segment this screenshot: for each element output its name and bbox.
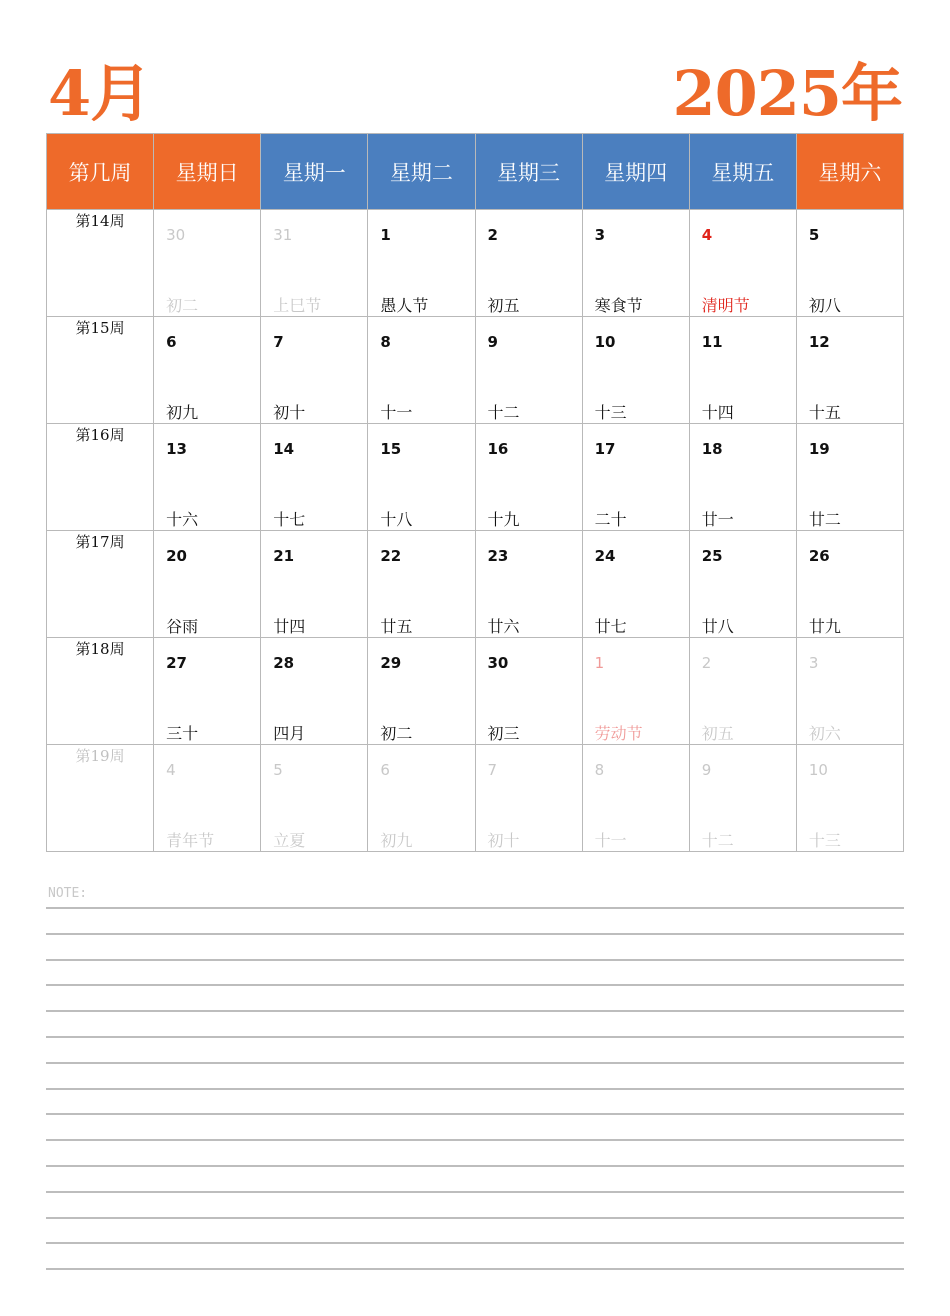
day-number: 9 (701, 761, 712, 779)
lunar-date: 十八 (380, 510, 413, 529)
day-number: 9 (487, 333, 498, 351)
lunar-date: 廿七 (594, 617, 627, 636)
week-row (47, 745, 904, 852)
lunar-date: 二十 (594, 510, 627, 529)
note-rule-line (46, 1139, 904, 1141)
lunar-date: 三十 (166, 724, 199, 743)
day-cell[interactable] (261, 638, 368, 745)
note-rule-line (46, 984, 904, 986)
day-number: 28 (273, 654, 295, 672)
lunar-date: 清明节 (701, 296, 750, 315)
day-number: 3 (594, 226, 606, 244)
note-rule-line (46, 1113, 904, 1115)
day-cell[interactable] (582, 424, 689, 531)
day-number: 19 (808, 440, 830, 458)
day-number: 17 (594, 440, 616, 458)
day-cell[interactable] (154, 210, 261, 317)
day-cell[interactable] (475, 317, 582, 424)
day-number: 12 (808, 333, 830, 351)
lunar-date: 十九 (487, 510, 520, 529)
lunar-date: 廿二 (808, 510, 841, 529)
day-number: 7 (487, 761, 498, 779)
day-number: 1 (380, 226, 391, 244)
day-cell[interactable] (689, 745, 796, 852)
note-label: NOTE: (48, 886, 88, 901)
day-number: 4 (166, 761, 176, 779)
day-number: 31 (273, 226, 293, 244)
day-number: 4 (701, 226, 713, 244)
day-number: 8 (594, 761, 605, 779)
day-cell[interactable] (368, 745, 475, 852)
note-rule-line (46, 907, 904, 909)
note-rule-line (46, 1088, 904, 1090)
day-cell[interactable] (475, 745, 582, 852)
day-cell[interactable] (261, 424, 368, 531)
day-number: 15 (380, 440, 402, 458)
lunar-date: 初二 (380, 724, 413, 743)
lunar-date: 初十 (487, 831, 520, 850)
day-cell[interactable] (368, 210, 475, 317)
note-rule-line (46, 1036, 904, 1038)
day-cell[interactable] (261, 317, 368, 424)
day-cell[interactable] (154, 424, 261, 531)
day-number: 16 (487, 440, 509, 458)
weekday-header-row (47, 134, 904, 210)
note-rule-line (46, 1062, 904, 1064)
day-cell[interactable] (475, 424, 582, 531)
lunar-date: 初八 (808, 296, 841, 315)
lunar-date: 初九 (380, 831, 413, 850)
lunar-date: 十二 (701, 831, 734, 850)
day-cell[interactable] (582, 745, 689, 852)
lunar-date: 十三 (808, 831, 841, 850)
note-rule-line (46, 933, 904, 935)
note-rule-line (46, 1268, 904, 1270)
day-cell[interactable] (261, 745, 368, 852)
header-sunday: 星期日 (154, 134, 261, 210)
day-number: 11 (701, 333, 723, 351)
week-row (47, 317, 904, 424)
header-saturday: 星期六 (796, 134, 903, 210)
header-wednesday: 星期三 (475, 134, 582, 210)
day-cell[interactable] (689, 424, 796, 531)
day-cell[interactable] (796, 638, 903, 745)
lunar-date: 寒食节 (594, 296, 643, 315)
day-number: 30 (487, 654, 509, 672)
lunar-date: 初九 (166, 403, 199, 422)
day-number: 21 (273, 547, 295, 565)
year-title: 2025年 (672, 57, 902, 130)
day-number: 25 (701, 547, 723, 565)
note-rule-line (46, 1010, 904, 1012)
lunar-date: 谷雨 (166, 617, 199, 636)
day-cell[interactable] (689, 210, 796, 317)
lunar-date: 十一 (594, 831, 627, 850)
day-cell[interactable] (689, 317, 796, 424)
day-number: 1 (594, 654, 605, 672)
week-row (47, 210, 904, 317)
lunar-date: 廿四 (273, 617, 306, 636)
header-thursday: 星期四 (582, 134, 689, 210)
week-number-cell: 第18周 (47, 638, 154, 745)
day-number: 2 (487, 226, 498, 244)
lunar-date: 十五 (808, 403, 841, 422)
lunar-date: 上巳节 (273, 296, 322, 315)
lunar-date: 廿六 (487, 617, 520, 636)
day-cell[interactable] (368, 531, 475, 638)
day-cell[interactable] (796, 424, 903, 531)
day-number: 22 (380, 547, 402, 565)
day-cell[interactable] (154, 638, 261, 745)
lunar-date: 十六 (166, 510, 199, 529)
lunar-date: 劳动节 (594, 724, 643, 743)
day-cell[interactable] (582, 638, 689, 745)
note-rule-line (46, 959, 904, 961)
lunar-date: 十一 (380, 403, 413, 422)
day-cell[interactable] (475, 638, 582, 745)
lunar-date: 廿九 (808, 617, 841, 636)
day-cell[interactable] (796, 317, 903, 424)
day-number: 29 (380, 654, 402, 672)
day-cell[interactable] (154, 745, 261, 852)
week-row (47, 424, 904, 531)
day-number: 10 (808, 761, 828, 779)
day-number: 27 (166, 654, 187, 672)
day-number: 13 (166, 440, 187, 458)
lunar-date: 初六 (808, 724, 841, 743)
day-cell[interactable] (475, 531, 582, 638)
day-number: 26 (808, 547, 830, 565)
lunar-date: 十四 (701, 403, 734, 422)
day-cell[interactable] (689, 638, 796, 745)
day-cell[interactable] (582, 531, 689, 638)
day-number: 7 (273, 333, 284, 351)
day-cell[interactable] (261, 210, 368, 317)
lunar-date: 十三 (594, 403, 627, 422)
day-number: 23 (487, 547, 509, 565)
week-number-cell: 第17周 (47, 531, 154, 638)
lunar-date: 初三 (487, 724, 520, 743)
header-monday: 星期一 (261, 134, 368, 210)
day-number: 20 (166, 547, 187, 565)
week-row (47, 531, 904, 638)
day-number: 2 (701, 654, 712, 672)
lunar-date: 廿五 (380, 617, 413, 636)
day-number: 5 (273, 761, 283, 779)
day-number: 10 (594, 333, 616, 351)
day-cell[interactable] (582, 210, 689, 317)
lunar-date: 愚人节 (380, 296, 429, 315)
day-number: 24 (594, 547, 616, 565)
header-tuesday: 星期二 (368, 134, 475, 210)
week-number-cell: 第19周 (47, 745, 154, 852)
week-number-cell: 第16周 (47, 424, 154, 531)
month-title: 4月 (48, 57, 152, 130)
lunar-date: 初二 (166, 296, 199, 315)
day-number: 8 (380, 333, 391, 351)
week-row (47, 638, 904, 745)
header-friday: 星期五 (689, 134, 796, 210)
day-number: 6 (166, 333, 177, 351)
note-rule-line (46, 1191, 904, 1193)
lunar-date: 十二 (487, 403, 520, 422)
lunar-date: 四月 (273, 724, 306, 743)
day-number: 6 (380, 761, 390, 779)
week-number-cell: 第15周 (47, 317, 154, 424)
day-cell[interactable] (796, 531, 903, 638)
day-number: 14 (273, 440, 295, 458)
calendar-grid (46, 133, 904, 852)
day-cell[interactable] (154, 317, 261, 424)
day-number: 18 (701, 440, 723, 458)
lunar-date: 立夏 (273, 831, 306, 850)
header-week-number: 第几周 (47, 134, 154, 210)
note-rule-line (46, 1242, 904, 1244)
day-cell[interactable] (689, 531, 796, 638)
lunar-date: 廿八 (701, 617, 734, 636)
lunar-date: 十七 (273, 510, 306, 529)
day-number: 5 (808, 226, 820, 244)
day-number: 30 (166, 226, 186, 244)
day-cell[interactable] (796, 210, 903, 317)
day-number: 3 (808, 654, 819, 672)
lunar-date: 初五 (487, 296, 520, 315)
week-number-cell: 第14周 (47, 210, 154, 317)
day-cell[interactable] (368, 638, 475, 745)
lunar-date: 青年节 (166, 831, 215, 850)
note-rule-line (46, 1217, 904, 1219)
lunar-date: 初十 (273, 403, 306, 422)
day-cell[interactable] (796, 745, 903, 852)
lunar-date: 廿一 (701, 510, 734, 529)
note-rule-line (46, 1165, 904, 1167)
day-cell[interactable] (261, 531, 368, 638)
day-cell[interactable] (368, 317, 475, 424)
day-cell[interactable] (475, 210, 582, 317)
lunar-date: 初五 (701, 724, 734, 743)
day-cell[interactable] (368, 424, 475, 531)
day-cell[interactable] (582, 317, 689, 424)
day-cell[interactable] (154, 531, 261, 638)
